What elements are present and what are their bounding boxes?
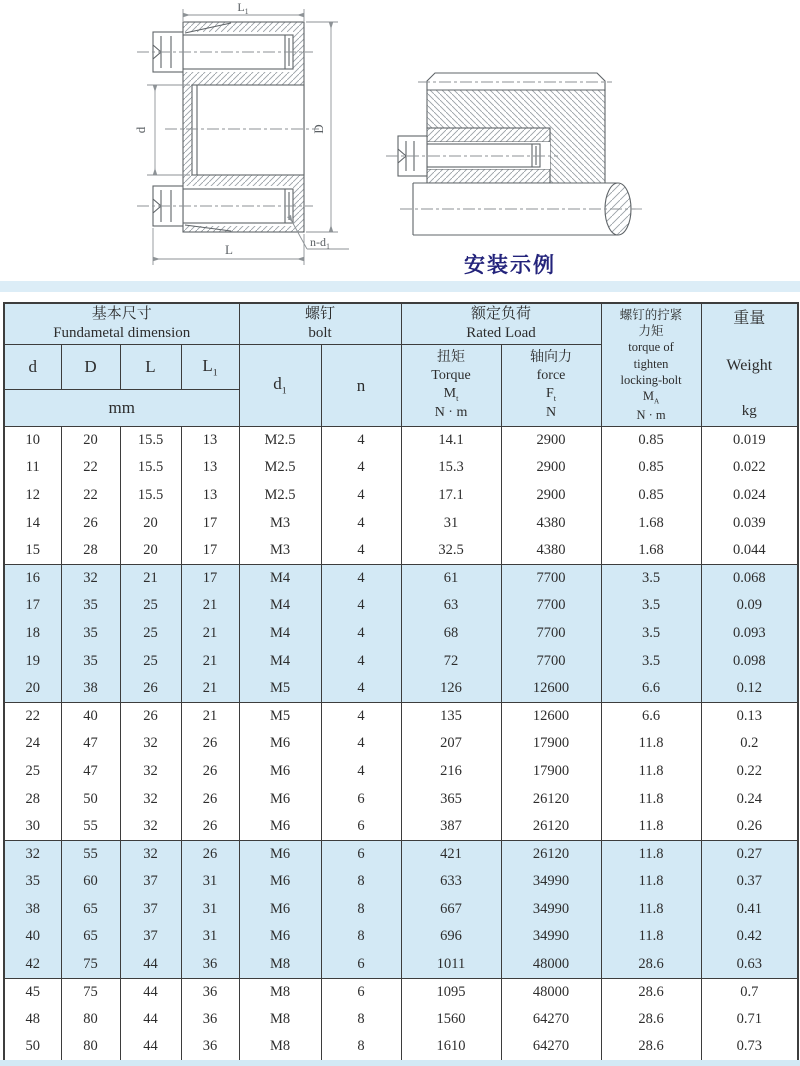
table-cell: 13 (181, 482, 239, 510)
table-cell: 36 (181, 951, 239, 979)
dim-label-d: d (133, 126, 148, 134)
table-cell: 7700 (501, 564, 601, 592)
table-cell: 28.6 (601, 1034, 701, 1062)
table-cell: 17900 (501, 758, 601, 786)
table-cell: M2.5 (239, 482, 321, 510)
table-cell: 40 (61, 702, 120, 730)
table-cell: 0.09 (701, 592, 798, 620)
table-cell: 365 (401, 785, 501, 813)
table-cell: 0.068 (701, 564, 798, 592)
table-cell: 6.6 (601, 675, 701, 703)
col-header-torque: 扭矩 Torque $M_t$ N · m (401, 345, 501, 427)
table-cell: 75 (61, 951, 120, 979)
table-cell: 17 (181, 509, 239, 537)
table-cell: 8 (321, 1034, 401, 1062)
table-cell: 0.63 (701, 951, 798, 979)
table-cell: M8 (239, 951, 321, 979)
table-cell: 40 (4, 923, 61, 951)
table-cell: 30 (4, 813, 61, 841)
table-cell: 4 (321, 647, 401, 675)
table-cell: 65 (61, 896, 120, 924)
table-cell: 75 (61, 978, 120, 1006)
table-cell: 3.5 (601, 564, 701, 592)
table-cell: 15.5 (120, 427, 181, 455)
table-cell: M6 (239, 785, 321, 813)
table-cell: 80 (61, 1006, 120, 1034)
table-cell: 14 (4, 509, 61, 537)
table-cell: 7700 (501, 592, 601, 620)
table-cell: M2.5 (239, 427, 321, 455)
table-cell: 25 (120, 620, 181, 648)
table-cell: 4 (321, 454, 401, 482)
table-cell: 4 (321, 620, 401, 648)
table-cell: 17900 (501, 730, 601, 758)
table-cell: 34990 (501, 896, 601, 924)
table-cell: 37 (120, 896, 181, 924)
table-cell: 11.8 (601, 758, 701, 786)
table-cell: 6 (321, 785, 401, 813)
table-cell: M2.5 (239, 454, 321, 482)
table-cell: 2900 (501, 482, 601, 510)
table-cell: 12600 (501, 702, 601, 730)
table-cell: 11.8 (601, 813, 701, 841)
table-cell: 18 (4, 620, 61, 648)
table-cell: 26 (181, 785, 239, 813)
table-cell: 31 (181, 868, 239, 896)
table-cell: 32 (61, 564, 120, 592)
table-cell: 15.5 (120, 482, 181, 510)
table-cell: 6 (321, 951, 401, 979)
table-cell: 61 (401, 564, 501, 592)
table-cell: 19 (4, 647, 61, 675)
table-cell: 32 (120, 730, 181, 758)
table-cell: M6 (239, 730, 321, 758)
table-cell: 11.8 (601, 923, 701, 951)
table-cell: 135 (401, 702, 501, 730)
table-cell: 10 (4, 427, 61, 455)
col-header-d1: $d_1$ (239, 345, 321, 427)
table-cell: 15.5 (120, 454, 181, 482)
table-cell: 8 (321, 923, 401, 951)
table-cell: 0.26 (701, 813, 798, 841)
table-row (4, 923, 798, 951)
table-cell: 64270 (501, 1034, 601, 1062)
table-cell: 0.41 (701, 896, 798, 924)
table-cell: 36 (181, 1006, 239, 1034)
dim-label-L1: $L_1$ (237, 2, 249, 16)
table-cell: 38 (4, 896, 61, 924)
table-cell: 8 (321, 868, 401, 896)
table-cell: M4 (239, 592, 321, 620)
table-cell: 28 (4, 785, 61, 813)
table-cell: 28.6 (601, 951, 701, 979)
table-cell: 0.24 (701, 785, 798, 813)
table-cell: 21 (181, 647, 239, 675)
table-cell: 31 (181, 896, 239, 924)
table-cell: M6 (239, 813, 321, 841)
table-cell: 0.044 (701, 537, 798, 565)
table-cell: 22 (4, 702, 61, 730)
table-cell: 2900 (501, 427, 601, 455)
table-row (4, 564, 798, 592)
table-cell: 55 (61, 813, 120, 841)
table-cell: 22 (61, 482, 120, 510)
table-cell: 38 (61, 675, 120, 703)
table-cell: 11 (4, 454, 61, 482)
table-cell: 32 (4, 840, 61, 868)
table-cell: 0.098 (701, 647, 798, 675)
table-cell: 6.6 (601, 702, 701, 730)
table-row (4, 620, 798, 648)
table-cell: 24 (4, 730, 61, 758)
table-cell: 0.022 (701, 454, 798, 482)
table-cell: 44 (120, 1006, 181, 1034)
table-cell: 50 (61, 785, 120, 813)
table-cell: 20 (120, 537, 181, 565)
table-row (4, 978, 798, 1006)
table-cell: 25 (4, 758, 61, 786)
table-cell: 4 (321, 564, 401, 592)
table-cell: 1610 (401, 1034, 501, 1062)
table-cell: 8 (321, 1006, 401, 1034)
table-cell: 0.85 (601, 427, 701, 455)
table-cell: 25 (120, 592, 181, 620)
table-cell: 11.8 (601, 785, 701, 813)
table-cell: 15.3 (401, 454, 501, 482)
table-cell: 0.85 (601, 482, 701, 510)
table-cell: 37 (120, 868, 181, 896)
col-header-d: d (4, 345, 61, 390)
table-cell: 48000 (501, 951, 601, 979)
table-cell: 4 (321, 758, 401, 786)
table-cell: 14.1 (401, 427, 501, 455)
header-rated-load: 额定负荷 Rated Load (401, 303, 601, 345)
table-cell: M6 (239, 896, 321, 924)
table-cell: 207 (401, 730, 501, 758)
table-cell: 126 (401, 675, 501, 703)
table-cell: 26 (120, 675, 181, 703)
table-cell: M6 (239, 868, 321, 896)
table-cell: 28.6 (601, 978, 701, 1006)
table-cell: 0.12 (701, 675, 798, 703)
table-cell: 20 (120, 509, 181, 537)
table-cell: 48 (4, 1006, 61, 1034)
table-cell: M8 (239, 1006, 321, 1034)
table-cell: 11.8 (601, 840, 701, 868)
table-cell: 13 (181, 427, 239, 455)
table-cell: 11.8 (601, 896, 701, 924)
table-cell: 12 (4, 482, 61, 510)
table-cell: M5 (239, 675, 321, 703)
table-cell: 0.13 (701, 702, 798, 730)
table-cell: 387 (401, 813, 501, 841)
table-cell: M4 (239, 620, 321, 648)
table-row (4, 896, 798, 924)
table-cell: M3 (239, 537, 321, 565)
table-cell: 48000 (501, 978, 601, 1006)
table-cell: 21 (181, 675, 239, 703)
table-cell: 45 (4, 978, 61, 1006)
col-header-L: L (120, 345, 181, 390)
table-cell: 28 (61, 537, 120, 565)
table-cell: 34990 (501, 868, 601, 896)
table-cell: 44 (120, 978, 181, 1006)
table-cell: 15 (4, 537, 61, 565)
table-cell: 6 (321, 978, 401, 1006)
table-cell: 1.68 (601, 509, 701, 537)
col-header-force: 轴向力 force $F_t$ N (501, 345, 601, 427)
table-cell: 16 (4, 564, 61, 592)
table-cell: 17.1 (401, 482, 501, 510)
table-cell: M5 (239, 702, 321, 730)
table-cell: 1011 (401, 951, 501, 979)
table-cell: 4 (321, 427, 401, 455)
table-cell: 34990 (501, 923, 601, 951)
table-cell: 35 (61, 592, 120, 620)
table-cell: 11.8 (601, 730, 701, 758)
table-cell: 3.5 (601, 620, 701, 648)
table-cell: 65 (61, 923, 120, 951)
table-row (4, 592, 798, 620)
table-cell: 26 (120, 702, 181, 730)
table-row (4, 454, 798, 482)
table-cell: 4 (321, 537, 401, 565)
table-cell: 0.71 (701, 1006, 798, 1034)
spec-table (3, 302, 799, 1062)
table-cell: 31 (181, 923, 239, 951)
table-cell: 26 (181, 758, 239, 786)
table-cell: M6 (239, 923, 321, 951)
table-cell: 1095 (401, 978, 501, 1006)
table-cell: 8 (321, 896, 401, 924)
bolt-count-label: $n-d_1$ (310, 235, 330, 251)
table-cell: 36 (181, 1034, 239, 1062)
installation-caption: 安装示例 (464, 253, 556, 277)
table-cell: 17 (4, 592, 61, 620)
table-cell: 26 (61, 509, 120, 537)
table-row (4, 482, 798, 510)
table-cell: 32 (120, 758, 181, 786)
table-cell: 42 (4, 951, 61, 979)
table-cell: 4380 (501, 509, 601, 537)
table-row (4, 509, 798, 537)
table-cell: 47 (61, 758, 120, 786)
table-row (4, 537, 798, 565)
table-cell: 633 (401, 868, 501, 896)
table-row (4, 647, 798, 675)
table-cell: 3.5 (601, 592, 701, 620)
cross-section-drawing (95, 2, 370, 287)
table-cell: 21 (181, 592, 239, 620)
table-cell: 0.024 (701, 482, 798, 510)
table-cell: 4 (321, 509, 401, 537)
table-cell: 0.27 (701, 840, 798, 868)
table-row (4, 785, 798, 813)
table-row (4, 840, 798, 868)
table-row (4, 730, 798, 758)
table-cell: 17 (181, 537, 239, 565)
table-cell: 21 (181, 702, 239, 730)
table-cell: M4 (239, 564, 321, 592)
col-header-L1: $L_1$ (181, 345, 239, 390)
table-row (4, 868, 798, 896)
table-cell: 35 (61, 647, 120, 675)
table-cell: 72 (401, 647, 501, 675)
table-cell: 216 (401, 758, 501, 786)
table-cell: 32.5 (401, 537, 501, 565)
assembly-body (153, 22, 304, 232)
table-cell: 0.73 (701, 1034, 798, 1062)
header-basic-dimension: 基本尺寸 Fundametal dimension (4, 303, 239, 345)
table-cell: 4 (321, 675, 401, 703)
table-cell: 32 (120, 813, 181, 841)
header-bolt: 螺钉 bolt (239, 303, 401, 345)
table-cell: 44 (120, 951, 181, 979)
hub (398, 73, 605, 183)
table-cell: 63 (401, 592, 501, 620)
table-cell: 0.2 (701, 730, 798, 758)
table-cell: 13 (181, 454, 239, 482)
table-cell: 60 (61, 868, 120, 896)
table-cell: 26 (181, 730, 239, 758)
table-cell: 4 (321, 592, 401, 620)
table-cell: 68 (401, 620, 501, 648)
table-cell: 22 (61, 454, 120, 482)
table-cell: 32 (120, 840, 181, 868)
table-cell: 21 (120, 564, 181, 592)
table-cell: M8 (239, 978, 321, 1006)
table-cell: 17 (181, 564, 239, 592)
table-cell: M8 (239, 1034, 321, 1062)
table-cell: 35 (61, 620, 120, 648)
table-cell: 4 (321, 730, 401, 758)
table-row (4, 1006, 798, 1034)
table-cell: 28.6 (601, 1006, 701, 1034)
installation-drawing (380, 40, 800, 250)
table-cell: 0.039 (701, 509, 798, 537)
table-row (4, 951, 798, 979)
table-cell: 7700 (501, 647, 601, 675)
table-cell: 11.8 (601, 868, 701, 896)
table-cell: M4 (239, 647, 321, 675)
unit-mm: mm (4, 390, 239, 427)
header-weight: 重量 Weight kg (701, 303, 798, 427)
top-blue-strip (0, 281, 800, 292)
table-cell: 20 (61, 427, 120, 455)
table-cell: 55 (61, 840, 120, 868)
table-cell: 44 (120, 1034, 181, 1062)
table-cell: 0.37 (701, 868, 798, 896)
table-cell: M6 (239, 758, 321, 786)
table-cell: 6 (321, 840, 401, 868)
table-cell: 26120 (501, 785, 601, 813)
col-header-D: D (61, 345, 120, 390)
table-cell: M6 (239, 840, 321, 868)
table-cell: 667 (401, 896, 501, 924)
table-cell: 0.019 (701, 427, 798, 455)
table-cell: 0.42 (701, 923, 798, 951)
table-cell: 32 (120, 785, 181, 813)
table-row (4, 1034, 798, 1062)
table-cell: 64270 (501, 1006, 601, 1034)
table-cell: 0.85 (601, 454, 701, 482)
col-header-n: n (321, 345, 401, 427)
table-row (4, 758, 798, 786)
table-cell: 26120 (501, 813, 601, 841)
table-cell: 26 (181, 813, 239, 841)
table-cell: 26 (181, 840, 239, 868)
table-cell: 37 (120, 923, 181, 951)
table-cell: M3 (239, 509, 321, 537)
table-row (4, 427, 798, 455)
table-cell: 6 (321, 813, 401, 841)
table-cell: 4380 (501, 537, 601, 565)
header-tighten-torque: 螺钉的拧紧 力矩 torque of tighten locking-bolt $M_A$ N · m (601, 303, 701, 427)
table-cell: 696 (401, 923, 501, 951)
table-cell: 1560 (401, 1006, 501, 1034)
table-cell: 7700 (501, 620, 601, 648)
table-cell: 3.5 (601, 647, 701, 675)
table-cell: 47 (61, 730, 120, 758)
table-cell: 0.22 (701, 758, 798, 786)
table-cell: 50 (4, 1034, 61, 1062)
table-header (4, 303, 798, 427)
table-cell: 1.68 (601, 537, 701, 565)
table-cell: 36 (181, 978, 239, 1006)
bottom-blue-strip (0, 1060, 800, 1066)
dim-label-D: D (311, 124, 326, 134)
table-cell: 80 (61, 1034, 120, 1062)
table-cell: 31 (401, 509, 501, 537)
table-cell: 12600 (501, 675, 601, 703)
table-cell: 2900 (501, 454, 601, 482)
table-cell: 4 (321, 702, 401, 730)
table-cell: 4 (321, 482, 401, 510)
table-cell: 0.093 (701, 620, 798, 648)
table-row (4, 702, 798, 730)
table-row (4, 813, 798, 841)
table-cell: 21 (181, 620, 239, 648)
table-row (4, 675, 798, 703)
table-cell: 35 (4, 868, 61, 896)
table-cell: 421 (401, 840, 501, 868)
table-cell: 0.7 (701, 978, 798, 1006)
table-cell: 25 (120, 647, 181, 675)
dim-label-L: L (225, 242, 233, 257)
table-cell: 26120 (501, 840, 601, 868)
table-cell: 20 (4, 675, 61, 703)
spec-table-body (4, 427, 798, 1062)
